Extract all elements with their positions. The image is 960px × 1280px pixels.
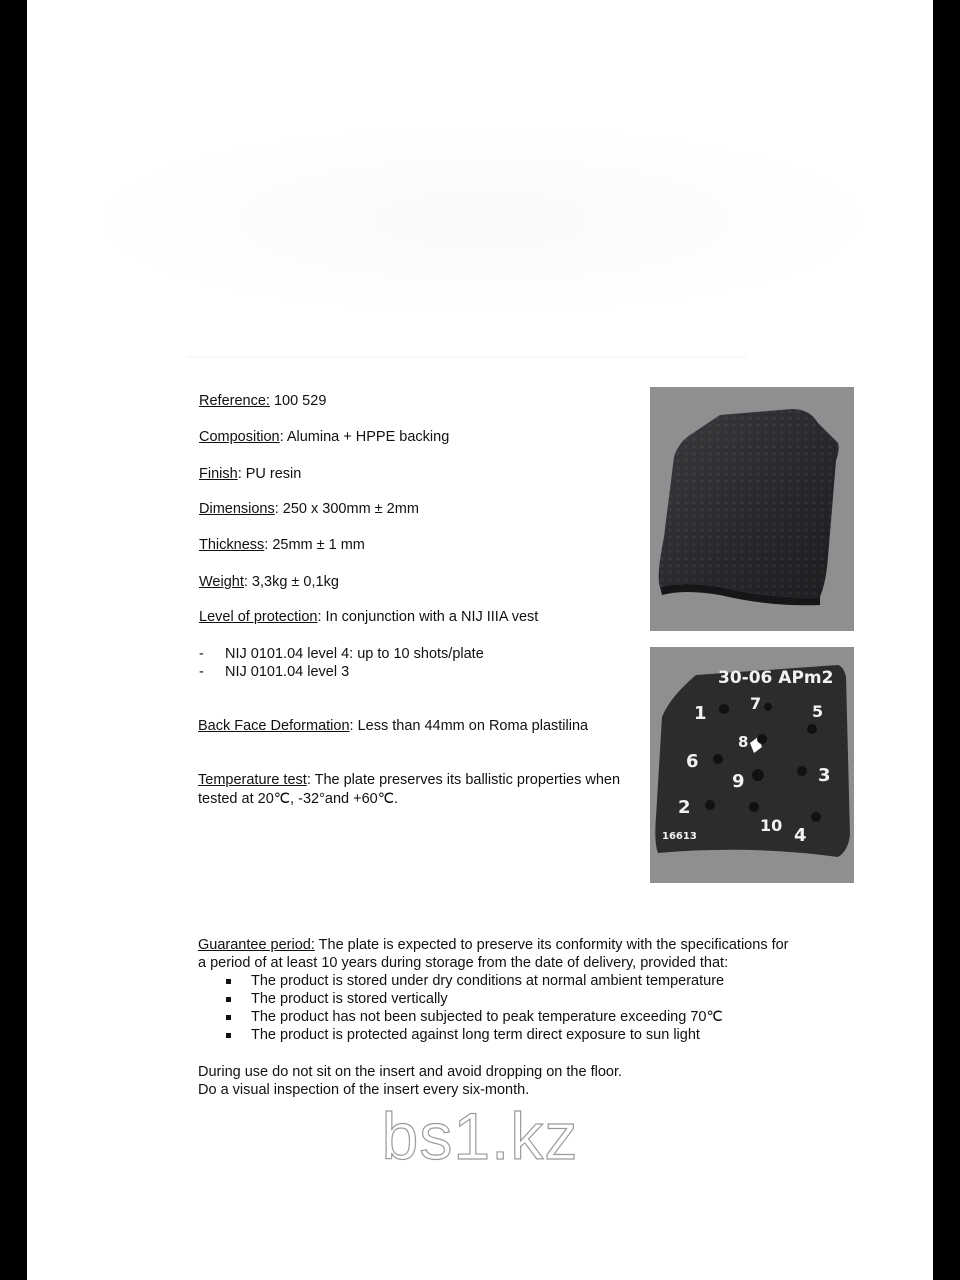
shot-label: 7 [750,694,762,713]
guarantee-line-2: a period of at least 10 years during storage from the date of delivery, provided that: [198,955,729,971]
faded-rule [187,356,747,358]
temperature-line-2: tested at 20℃, -32°and +60℃. [198,791,399,807]
guarantee-line [198,936,789,954]
thickness-value: : 25mm ± 1 mm [264,537,365,553]
deformation-label: Back Face Deformation [198,718,350,734]
plate-image [650,387,854,631]
protection-value: : In conjunction with a NIJ IIIA vest [317,609,539,625]
weight-value: : 3,3kg ± 0,1kg [243,574,339,590]
reference-value: 100 529 [269,393,327,409]
guarantee-text: The plate is expected to preserve its conformity with the specifications for [314,937,789,953]
shot-label: 8 [738,733,749,751]
temperature-label: Temperature test [198,772,307,788]
shot-label: 3 [818,765,831,786]
condition-text: The product is stored vertically [251,991,448,1007]
condition-text: The product is stored under dry conditions at normal ambient temperature [251,973,725,989]
protection-level-item [199,663,349,681]
finish-label: Finish [199,466,238,482]
serial-marking: 16613 [662,831,697,842]
protection-level-text: NIJ 0101.04 level 4: up to 10 shots/plate [225,646,484,662]
bullet-icon [226,1033,231,1038]
temperature-line [198,771,620,789]
spec-dimensions [199,500,419,518]
guarantee-conditions [223,972,724,1044]
shot-label: 5 [812,702,824,721]
shot-label: 1 [694,703,707,724]
protection-level-text: NIJ 0101.04 level 3 [225,664,350,680]
dash-marker: - [199,646,204,662]
list-item [223,1008,724,1026]
dimensions-label: Dimensions [199,501,275,517]
spec-finish [199,465,301,483]
shot-label: 4 [794,825,807,846]
shot-label: 6 [686,751,699,772]
protection-label: Level of protection [199,609,318,625]
temperature-value: : The plate preserves its ballistic properties when [306,772,621,788]
shot-label: 2 [678,797,691,818]
spec-reference [199,392,326,410]
marking-title: 30-06 APm2 [718,668,834,688]
tested-plate-image [650,647,854,883]
reference-label: Reference: [199,393,270,409]
spec-composition [199,428,449,446]
shot-label: 10 [760,816,783,835]
list-item [223,990,724,1008]
condition-text: The product is protected against long term direct exposure to sun light [251,1027,700,1043]
bullet-icon [226,1015,231,1020]
watermark: bs1.kz [381,1099,579,1173]
protection-level-item [199,645,484,663]
condition-text: The product has not been subjected to peak temperature exceeding 70℃ [251,1009,723,1025]
guarantee-label: Guarantee period: [198,937,315,953]
tested-plate-photo [650,647,854,883]
spec-weight [199,573,339,591]
plate-photo [650,387,854,631]
bullet-icon [226,979,231,984]
weight-label: Weight [199,574,244,590]
list-item [223,972,724,990]
list-item [223,1026,724,1044]
deformation-value: : Less than 44mm on Roma plastilina [349,718,589,734]
usage-line-2: Do a visual inspection of the insert every six-month. [198,1082,530,1098]
finish-value: : PU resin [237,466,302,482]
spec-thickness [199,536,365,554]
document-page [27,0,933,1280]
faded-letterhead [67,120,897,320]
dash-marker: - [199,664,204,680]
spec-protection [199,608,538,626]
shot-label: 9 [732,771,745,792]
composition-value: : Alumina + HPPE backing [279,429,450,445]
deformation-line [198,717,588,735]
usage-line-1: During use do not sit on the insert and avoid dropping on the floor. [198,1064,623,1080]
thickness-label: Thickness [199,537,265,553]
bullet-icon [226,997,231,1002]
composition-label: Composition [199,429,280,445]
dimensions-value: : 250 x 300mm ± 2mm [274,501,419,517]
